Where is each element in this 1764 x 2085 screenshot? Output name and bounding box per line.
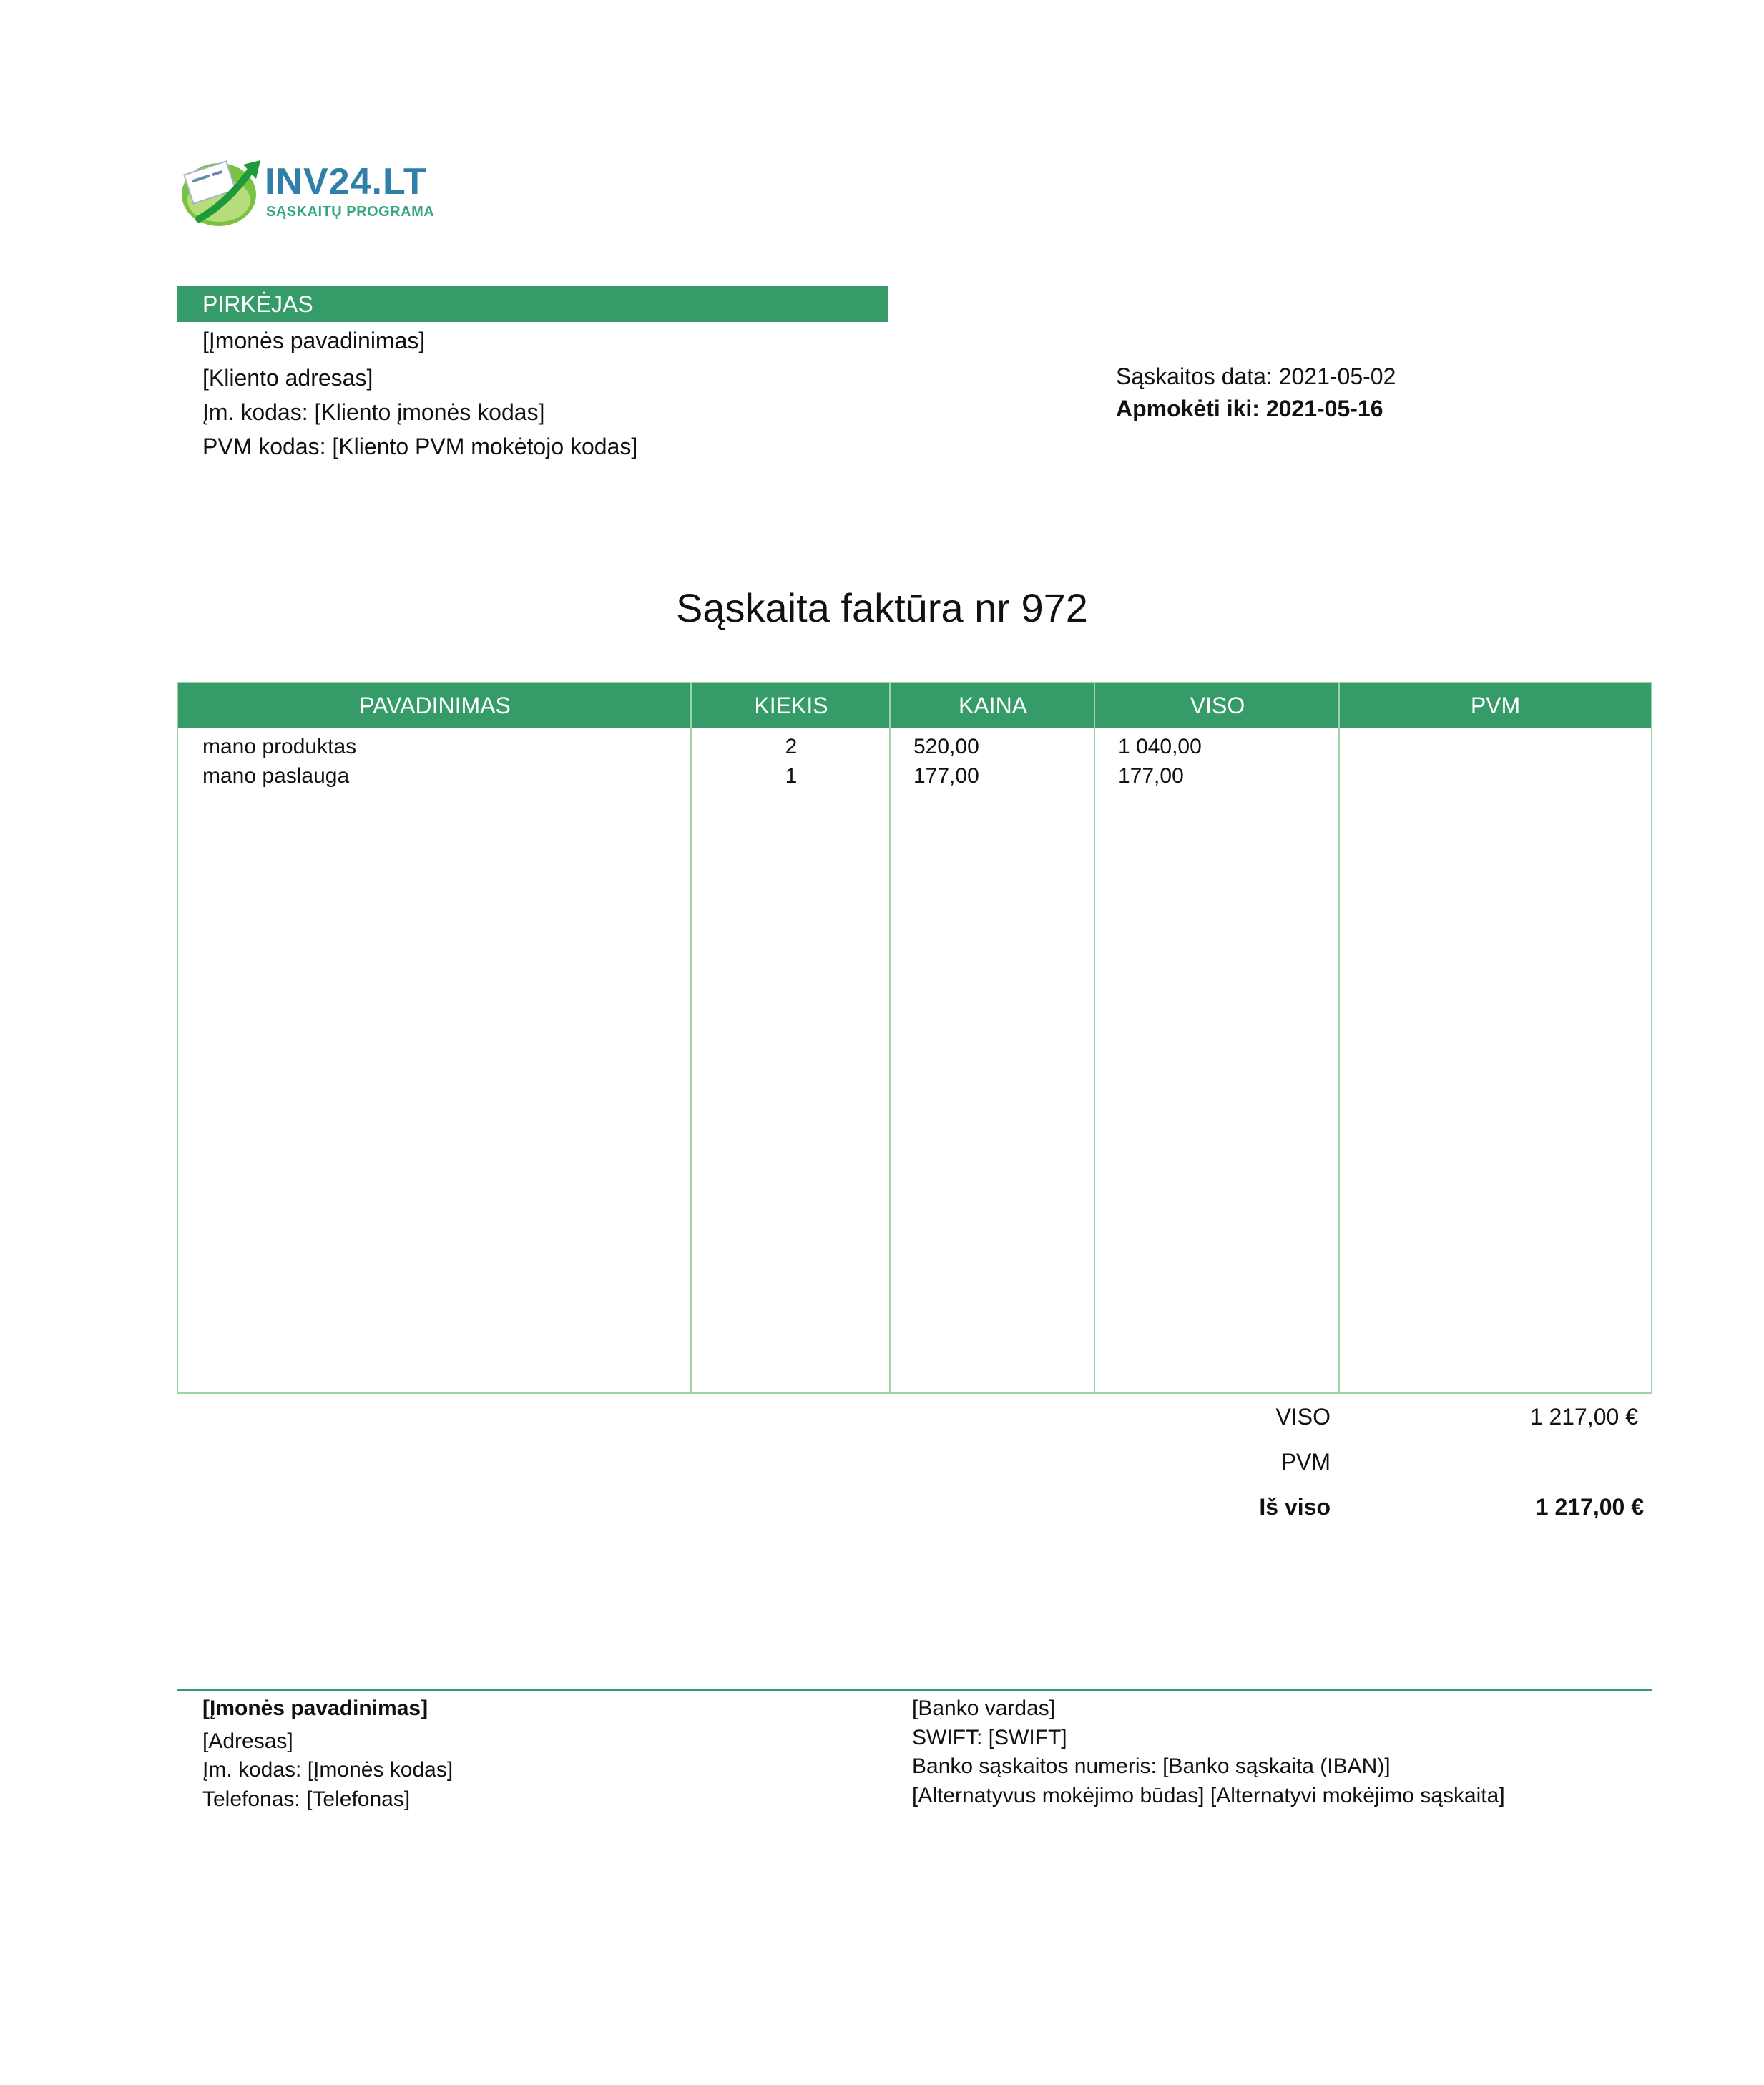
invoice-date: Sąskaitos data: 2021-05-02 [1116,363,1396,389]
alternative-payment: [Alternatyvus mokėjimo būdas] [Alternatyvi mokėjimo sąskaita] [912,1784,1505,1807]
vat-label: PVM [1280,1449,1331,1475]
subtotal-value: 1 217,00 € [1529,1404,1638,1430]
bank-name: [Banko vardas] [912,1696,1056,1720]
seller-phone: Telefonas: [Telefonas] [202,1787,411,1811]
seller-address: [Adresas] [202,1729,293,1753]
logo-title: INV24.LT [265,161,427,202]
grand-total-label: Iš viso [1259,1494,1331,1520]
row-2-price: 177,00 [913,764,979,788]
buyer-company: [Įmonės pavadinimas] [202,328,426,353]
column-divider [1094,683,1095,1392]
buyer-address: [Kliento adresas] [202,365,373,391]
header-name: PAVADINIMAS [359,693,511,718]
row-1-quantity: 2 [785,735,798,758]
buyer-company-code: Įm. kodas: [Kliento įmonės kodas] [202,399,545,425]
header-quantity: KIEKIS [754,693,828,718]
grand-total-value: 1 217,00 € [1535,1494,1644,1520]
header-price: KAINA [958,693,1028,718]
row-1-name: mano produktas [202,735,357,758]
items-table [177,682,1652,1394]
logo-subtitle: SĄSKAITŲ PROGRAMA [266,204,435,220]
buyer-header-label: PIRKĖJAS [202,291,313,317]
row-1-price: 520,00 [913,735,979,758]
table-header [178,683,1651,728]
due-date: Apmokėti iki: 2021-05-16 [1116,396,1383,421]
invoice-title: Sąskaita faktūra nr 972 [676,585,1088,630]
footer-divider [177,1689,1652,1691]
bank-swift: SWIFT: [SWIFT] [912,1726,1067,1749]
row-2-quantity: 1 [785,764,798,788]
subtotal-label: VISO [1275,1404,1331,1430]
buyer-vat-code: PVM kodas: [Kliento PVM mokėtojo kodas] [202,434,638,459]
column-divider [1338,683,1340,1392]
row-2-name: mano paslauga [202,764,350,788]
row-2-total: 177,00 [1118,764,1184,788]
bank-account: Banko sąskaitos numeris: [Banko sąskaita (IBAN)] [912,1754,1391,1778]
buyer-header-bar [177,286,888,322]
header-total: VISO [1190,693,1245,718]
header-vat: PVM [1470,693,1521,718]
seller-name: [Įmonės pavadinimas] [202,1696,428,1720]
seller-company-code: Įm. kodas: [Įmonės kodas] [202,1758,454,1782]
row-1-total: 1 040,00 [1118,735,1202,758]
